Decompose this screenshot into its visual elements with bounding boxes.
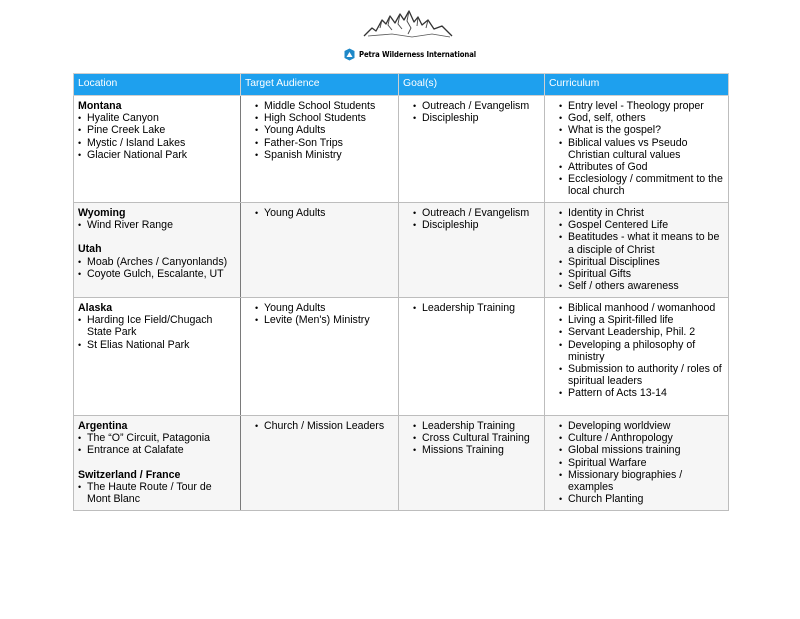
curriculum-item: • Culture / Anthropology — [549, 432, 724, 444]
region-name: Argentina — [78, 420, 128, 432]
place-item: • The Haute Route / Tour de Mont Blanc — [78, 481, 236, 505]
audience-cell — [241, 203, 399, 298]
curriculum-item: • Beatitudes - what it means to be a disciple of Christ — [549, 231, 724, 255]
place-item: • Entrance at Calafate — [78, 444, 236, 456]
programs-table — [73, 73, 729, 511]
goal-item: • Missions Training — [403, 444, 540, 456]
region-name: Montana — [78, 100, 122, 112]
audience-item: • Young Adults — [245, 302, 394, 314]
table-header-row — [74, 74, 729, 96]
audience-cell — [241, 96, 399, 203]
goal-item: • Outreach / Evangelism — [403, 207, 540, 219]
curriculum-item: • Servant Leadership, Phil. 2 — [549, 326, 724, 338]
audience-item: • Young Adults — [245, 124, 394, 136]
goals-cell — [399, 203, 545, 298]
goals-cell — [399, 298, 545, 416]
curriculum-item: • Attributes of God — [549, 161, 724, 173]
audience-item: • Levite (Men's) Ministry — [245, 314, 394, 326]
audience-item: • Father-Son Trips — [245, 137, 394, 149]
header-location: Location — [74, 74, 241, 96]
goal-item: • Discipleship — [403, 219, 540, 231]
audience-item: • Church / Mission Leaders — [245, 420, 394, 432]
place-item: • St Elias National Park — [78, 339, 236, 351]
curriculum-item: • Global missions training — [549, 444, 724, 456]
mountains-logo-icon — [362, 6, 454, 44]
curriculum-item: • Developing a philosophy of ministry — [549, 339, 724, 363]
curriculum-cell — [545, 203, 729, 298]
curriculum-item: • Missionary biographies / examples — [549, 469, 724, 493]
table-row — [74, 203, 729, 298]
place-item: • Pine Creek Lake — [78, 124, 236, 136]
table-row — [74, 416, 729, 511]
region-name: Wyoming — [78, 207, 126, 219]
curriculum-item: • God, self, others — [549, 112, 724, 124]
header-target-audience: Target Audience — [241, 74, 399, 96]
curriculum-item: • What is the gospel? — [549, 124, 724, 136]
petra-logo — [340, 6, 477, 62]
audience-cell — [241, 298, 399, 416]
curriculum-item: • Biblical values vs Pseudo Christian cultural values — [549, 137, 724, 161]
audience-cell — [241, 416, 399, 511]
place-item: • Glacier National Park — [78, 149, 236, 161]
location-cell — [74, 96, 241, 203]
goal-item: • Cross Cultural Training — [403, 432, 540, 444]
curriculum-item: • Ecclesiology / commitment to the local church — [549, 173, 724, 197]
location-cell — [74, 203, 241, 298]
region-name: Utah — [78, 243, 102, 256]
curriculum-cell — [545, 96, 729, 203]
goals-cell — [399, 96, 545, 203]
curriculum-item: • Pattern of Acts 13-14 — [549, 387, 724, 399]
goal-item: • Leadership Training — [403, 420, 540, 432]
curriculum-item: • Spiritual Gifts — [549, 268, 724, 280]
goal-item: • Leadership Training — [403, 302, 540, 314]
audience-item: • High School Students — [245, 112, 394, 124]
goal-item: • Outreach / Evangelism — [403, 100, 540, 112]
audience-item: • Young Adults — [245, 207, 394, 219]
place-item: • Moab (Arches / Canyonlands) — [78, 256, 236, 268]
place-item: • Hyalite Canyon — [78, 112, 236, 124]
curriculum-cell — [545, 298, 729, 416]
header-curriculum: Curriculum — [545, 74, 729, 96]
curriculum-item: • Self / others awareness — [549, 280, 724, 292]
audience-item: • Spanish Ministry — [245, 149, 394, 161]
goals-cell — [399, 416, 545, 511]
place-item: • Mystic / Island Lakes — [78, 137, 236, 149]
curriculum-item: • Developing worldview — [549, 420, 724, 432]
brand-name: Petra Wilderness International — [359, 50, 477, 59]
curriculum-item: • Identity in Christ — [549, 207, 724, 219]
place-item: • The “O” Circuit, Patagonia — [78, 432, 236, 444]
curriculum-item: • Living a Spirit-filled life — [549, 314, 724, 326]
place-item: • Wind River Range — [78, 219, 236, 231]
curriculum-item: • Spiritual Warfare — [549, 457, 724, 469]
curriculum-item: • Church Planting — [549, 493, 724, 505]
table-row — [74, 298, 729, 416]
curriculum-item: • Entry level - Theology proper — [549, 100, 724, 112]
place-item: • Harding Ice Field/Chugach State Park — [78, 314, 236, 338]
location-cell — [74, 298, 241, 416]
goal-item: • Discipleship — [403, 112, 540, 124]
region-name: Alaska — [78, 302, 113, 314]
header-goals: Goal(s) — [399, 74, 545, 96]
curriculum-item: • Spiritual Disciplines — [549, 256, 724, 268]
curriculum-cell — [545, 416, 729, 511]
place-item: • Coyote Gulch, Escalante, UT — [78, 268, 236, 280]
table-row — [74, 96, 729, 203]
region-name: Switzerland / France — [78, 468, 181, 481]
curriculum-item: • Biblical manhood / womanhood — [549, 302, 724, 314]
petra-badge-icon — [344, 48, 355, 61]
curriculum-item: • Submission to authority / roles of spiritual leaders — [549, 363, 724, 387]
audience-item: • Middle School Students — [245, 100, 394, 112]
location-cell — [74, 416, 241, 511]
curriculum-item: • Gospel Centered Life — [549, 219, 724, 231]
